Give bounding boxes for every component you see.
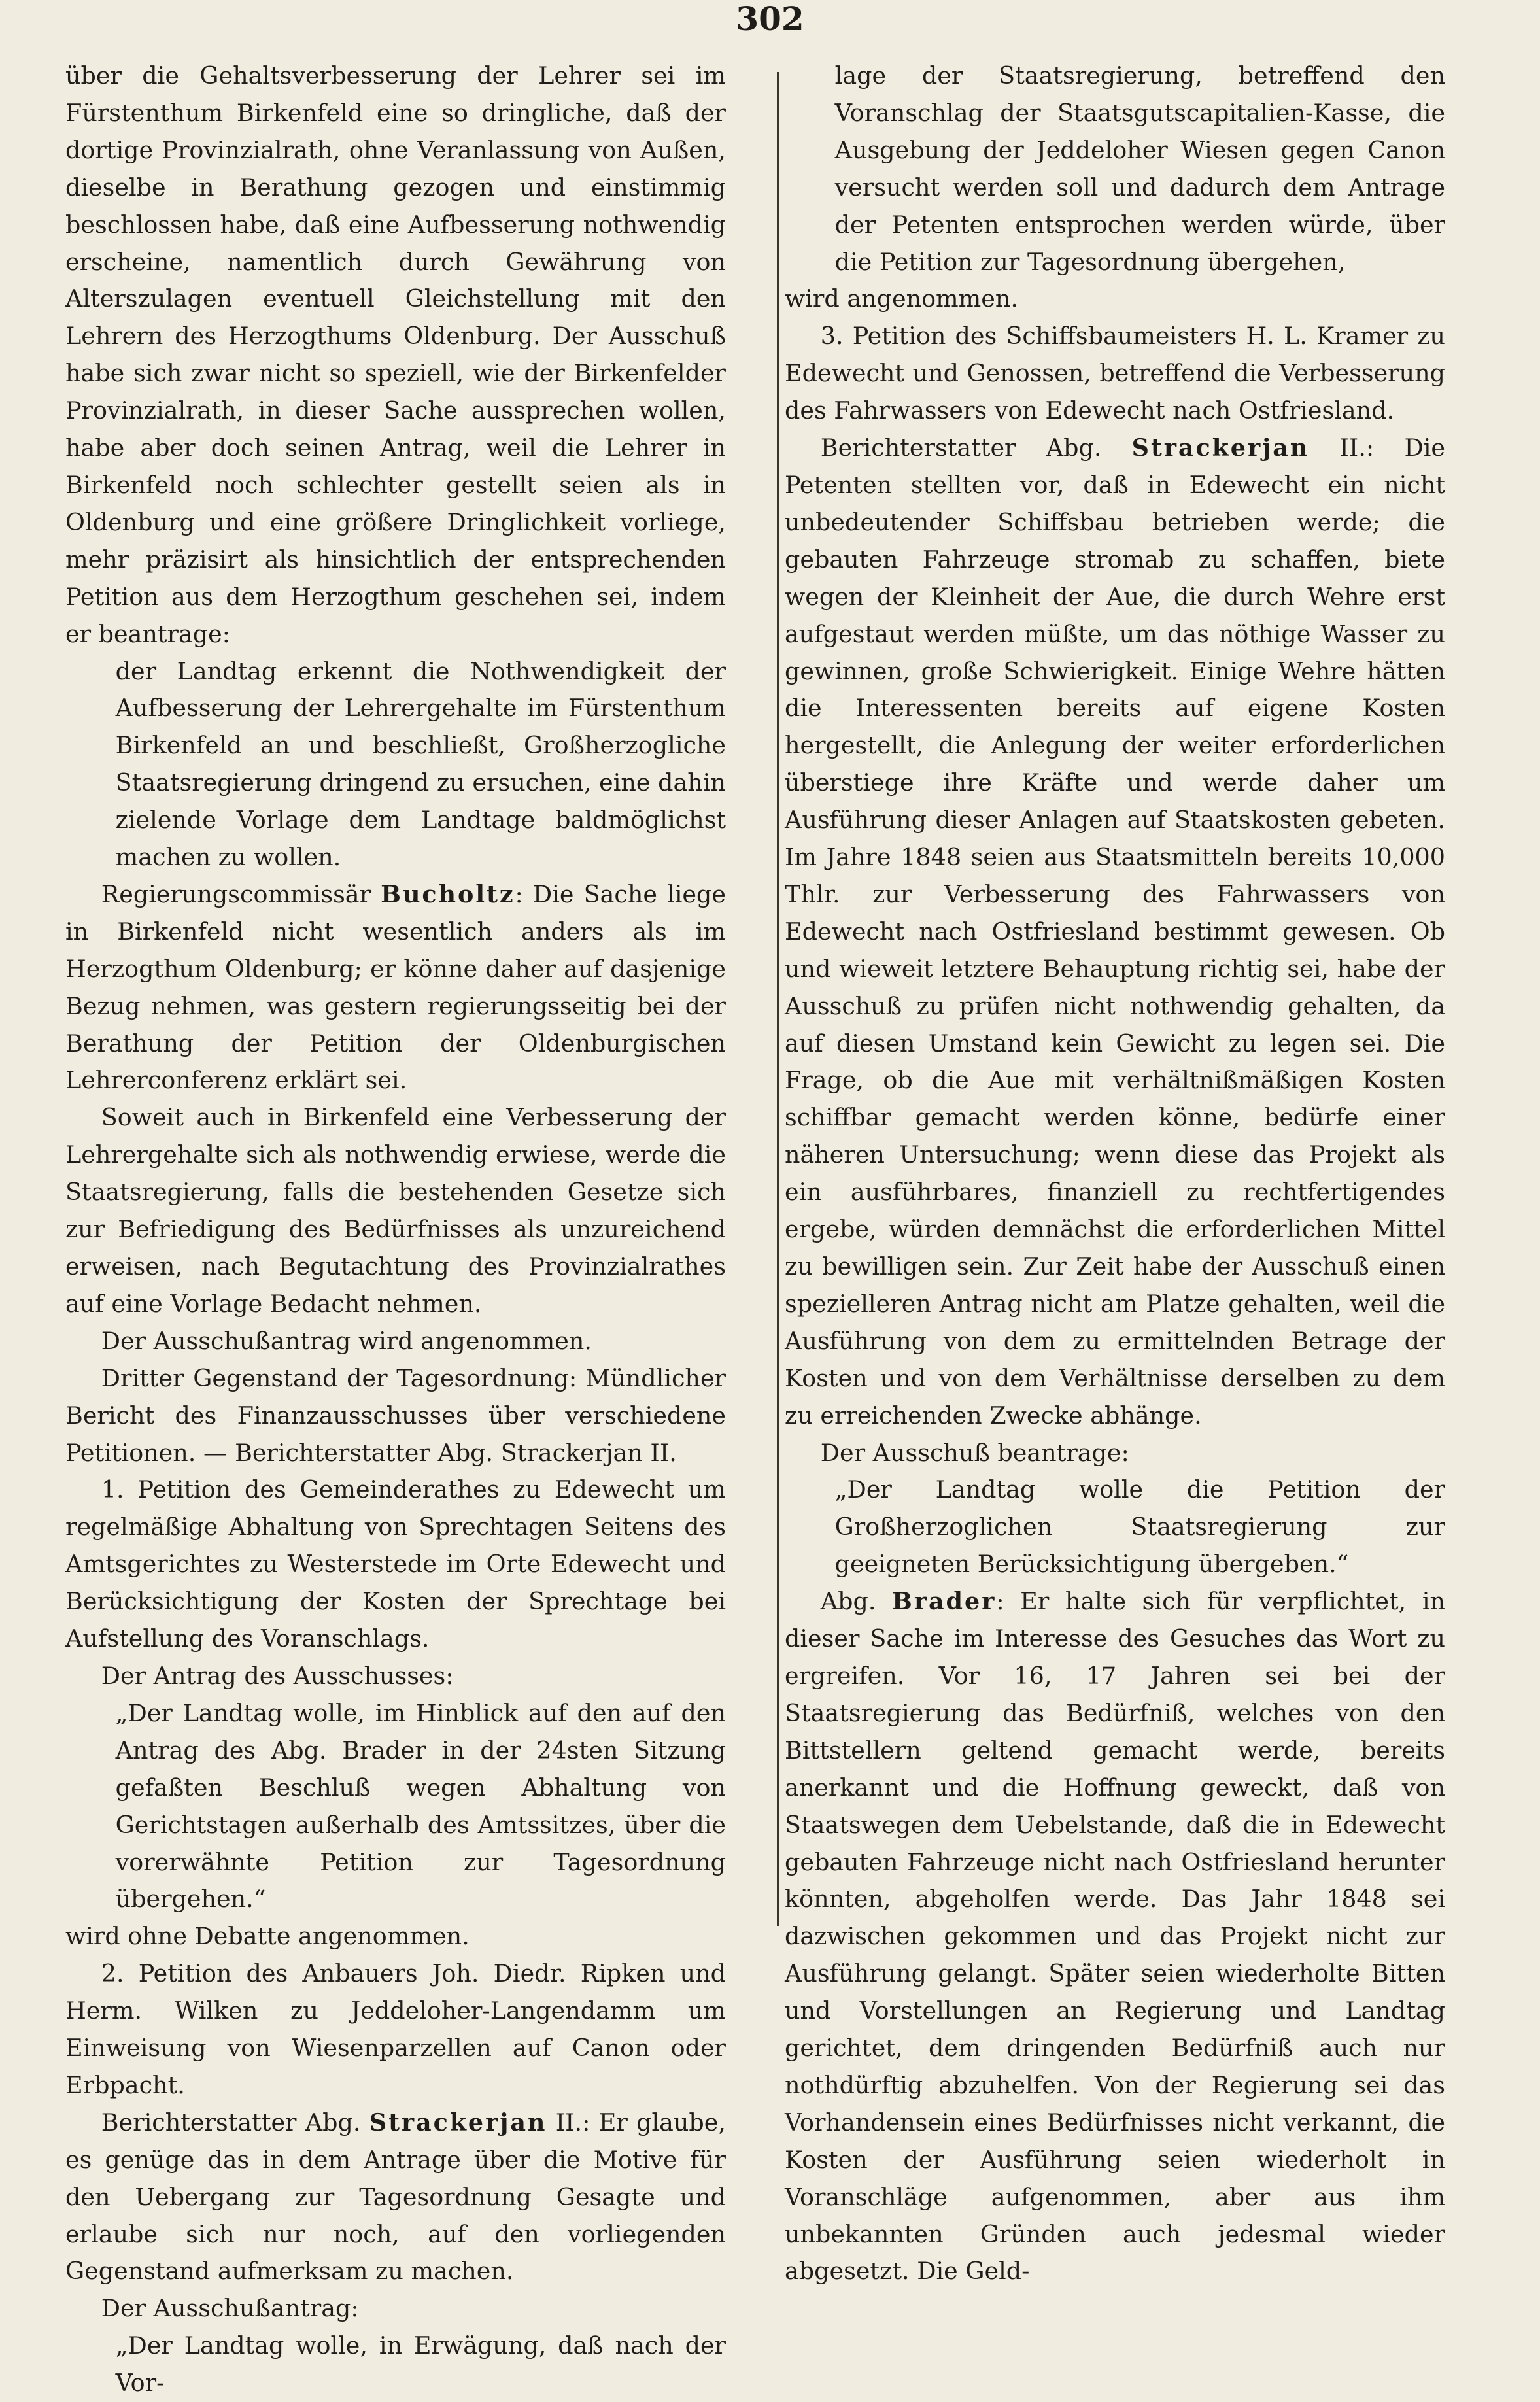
speaker-text: II.: Er glaube, es genüge das in dem Antrage über die Motive für den Uebergang zur Tagesordnung Gesagte und erlaube sich nur noch, auf den vorliegenden Gegenstand aufmerksam zu machen.	[65, 2108, 726, 2286]
paragraph: lage der Staatsregierung, betreffend den Voranschlag der Staatsgutscapitalien-Kasse, die Ausgebung der Jeddeloher Wiesen gegen Canon versucht werden soll und dadurch dem Antrage der Petenten entsprochen werden würde, über die Petition zur Tagesordnung übergehen,	[834, 61, 1445, 276]
speaker-text: : Er halte sich für verpflichtet, in dieser Sache im Interesse des Gesuches das Wort zu ergreifen. Vor 16, 17 Jahren sei bei der Staatsregierung das Bedürfniß, welches von den Bittstellern geltend gemacht werde, bereits anerkannt und die Hoffnung geweckt, daß von Staatswegen dem Uebelstande, daß die in Edewecht gebauten Fahrzeuge nicht nach Ostfriesland herunter könnten, abgeholfen werde. Das Jahr 1848 sei dazwischen gekommen und das Projekt nicht zur Ausführung gelangt. Später seien wiederholte Bitten und Vorstellungen an Regierung und Landtag gerichtet, dem dringenden Bedürfniß auch nur nothdürftig abzuhelfen. Von der Regierung sei das Vorhandensein eines Bedürfnisses nicht verkannt, die Kosten der Ausführung seien wiederholt in Voranschläge aufgenommen, aber aus ihm unbekannten Gründen auch jedesmal wieder abgesetzt. Die Geld-	[785, 1587, 1445, 2286]
paragraph: Der Ausschußantrag:	[101, 2294, 359, 2323]
paragraph: wird angenommen.	[785, 284, 1018, 313]
column-divider	[777, 72, 779, 1926]
speaker-name: Strackerjan	[369, 2108, 547, 2136]
speaker-prefix: Abg.	[820, 1587, 893, 1616]
paragraph	[785, 430, 1445, 1434]
paragraph: Der Ausschuß beantrage:	[820, 1438, 1129, 1467]
paragraph: „Der Landtag wolle die Petition der Großherzoglichen Staatsregierung zur geeigneten Berücksichtigung übergeben.“	[834, 1475, 1445, 1579]
paragraph: über die Gehaltsverbesserung der Lehrer sei im Fürstenthum Birkenfeld eine so dringliche, daß der dortige Provinzialrath, ohne Veranlassung von Außen, dieselbe in Berathung gezogen und einstimmig beschlossen habe, daß eine Aufbesserung nothwendig erscheine, namentlich durch Gewährung von Alterszulagen eventuell Gleichstellung mit den Lehrern des Herzogthums Oldenburg. Der Ausschuß habe sich zwar nicht so speziell, wie der Birkenfelder Provinzialrath, in dieser Sache aussprechen wollen, habe aber doch seinen Antrag, weil die Lehrer in Birkenfeld noch schlechter gestellt seien als in Oldenburg und eine größere Dringlichkeit vorliege, mehr präzisirt als hinsichtlich der entsprechenden Petition aus dem Herzogthum geschehen sei, indem er beantrage:	[65, 61, 726, 648]
paragraph	[65, 2104, 726, 2291]
paragraph: der Landtag erkennt die Nothwendigkeit der Aufbesserung der Lehrergehalte im Fürstenthum Birkenfeld an und beschließt, Großherzogliche Staatsregierung dringend zu ersuchen, eine dahin zielende Vorlage dem Landtage baldmöglichst machen zu wollen.	[115, 657, 726, 872]
paragraph: 2. Petition des Anbauers Joh. Diedr. Ripken und Herm. Wilken zu Jeddeloher-Langendamm um Einweisung von Wiesenparzellen auf Canon oder Erbpacht.	[65, 1959, 726, 2099]
paragraph: 3. Petition des Schiffsbaumeisters H. L. Kramer zu Edewecht und Genossen, betreffend die Verbesserung des Fahrwassers von Edewecht nach Ostfriesland.	[785, 322, 1445, 425]
paragraph	[785, 1583, 1445, 2290]
right-column	[785, 58, 1445, 2290]
speaker-name: Strackerjan	[1131, 434, 1310, 462]
page-number: 302	[736, 0, 804, 38]
paragraph: 1. Petition des Gemeinderathes zu Edewecht um regelmäßige Abhaltung von Sprechtagen Seitens des Amtsgerichtes zu Westerstede im Orte Edewecht und Berücksichtigung der Kosten der Sprechtage bei Aufstellung des Voranschlags.	[65, 1475, 726, 1653]
speaker-prefix: Berichterstatter Abg.	[101, 2108, 369, 2136]
paragraph: „Der Landtag wolle, im Hinblick auf den auf den Antrag des Abg. Brader in der 24sten Sitzung gefaßten Beschluß wegen Abhaltung von Gerichtstagen außerhalb des Amtssitzes, über die vorerwähnte Petition zur Tagesordnung übergehen.“	[115, 1698, 726, 1913]
paragraph: Der Ausschußantrag wird angenommen.	[101, 1326, 592, 1355]
speaker-prefix: Regierungscommissär	[101, 880, 381, 908]
paragraph: Dritter Gegenstand der Tagesordnung: Mündlicher Bericht des Finanzausschusses über verschiedene Petitionen. — Berichterstatter Abg. Strackerjan II.	[65, 1364, 726, 1467]
left-column	[65, 58, 726, 2402]
paragraph	[65, 876, 726, 1099]
paragraph: „Der Landtag wolle, in Erwägung, daß nach der Vor-	[115, 2331, 726, 2397]
paragraph: wird ohne Debatte angenommen.	[65, 1922, 470, 1951]
speaker-prefix: Berichterstatter Abg.	[820, 434, 1132, 462]
paragraph: Soweit auch in Birkenfeld eine Verbesserung der Lehrergehalte sich als nothwendig erwiese, werde die Staatsregierung, falls die bestehenden Gesetze sich zur Befriedigung des Bedürfnisses als unzureichend erweisen, nach Begutachtung des Provinzialrathes auf eine Vorlage Bedacht nehmen.	[65, 1103, 726, 1318]
speaker-name: Brader	[892, 1587, 997, 1616]
speaker-text: : Die Sache liege in Birkenfeld nicht wesentlich anders als im Herzogthum Oldenburg; er könne daher auf dasjenige Bezug nehmen, was gestern regierungsseitig bei der Berathung der Petition der Oldenburgischen Lehrerconferenz erklärt sei.	[65, 880, 726, 1095]
speaker-name: Bucholtz	[381, 880, 515, 908]
paragraph: Der Antrag des Ausschusses:	[101, 1661, 454, 1690]
speaker-text: II.: Die Petenten stellten vor, daß in Edewecht ein nicht unbedeutender Schiffsbau betrieben werde; die gebauten Fahrzeuge stromab zu schaffen, biete wegen der Kleinheit der Aue, die durch Wehre erst aufgestaut werden müßte, um das nöthige Wasser zu gewinnen, große Schwierigkeit. Einige Wehre hätten die Interessenten bereits auf eigene Kosten hergestellt, die Anlegung der weiter erforderlichen überstiege ihre Kräfte und werde daher um Ausführung dieser Anlagen auf Staatskosten gebeten. Im Jahre 1848 seien aus Staatsmitteln bereits 10,000 Thlr. zur Verbesserung des Fahrwassers von Edewecht nach Ostfriesland bestimmt gewesen. Ob und wieweit letztere Behauptung richtig sei, habe der Ausschuß zu prüfen nicht nothwendig gehalten, da auf diesen Umstand kein Gewicht zu legen sei. Die Frage, ob die Aue mit verhältnißmäßigen Kosten schiffbar gemacht werden könne, bedürfe einer näheren Untersuchung; wenn diese das Projekt als ein ausführbares, finanziell zu rechtfertigendes ergebe, würden demnächst die erforderlichen Mittel zu bewilligen sein. Zur Zeit habe der Ausschuß einen spezielleren Antrag nicht am Platze gehalten, weil die Ausführung von dem zu ermittelnden Betrage der Kosten und von dem Verhältnisse derselben zu dem zu erreichenden Zwecke abhänge.	[785, 434, 1446, 1430]
